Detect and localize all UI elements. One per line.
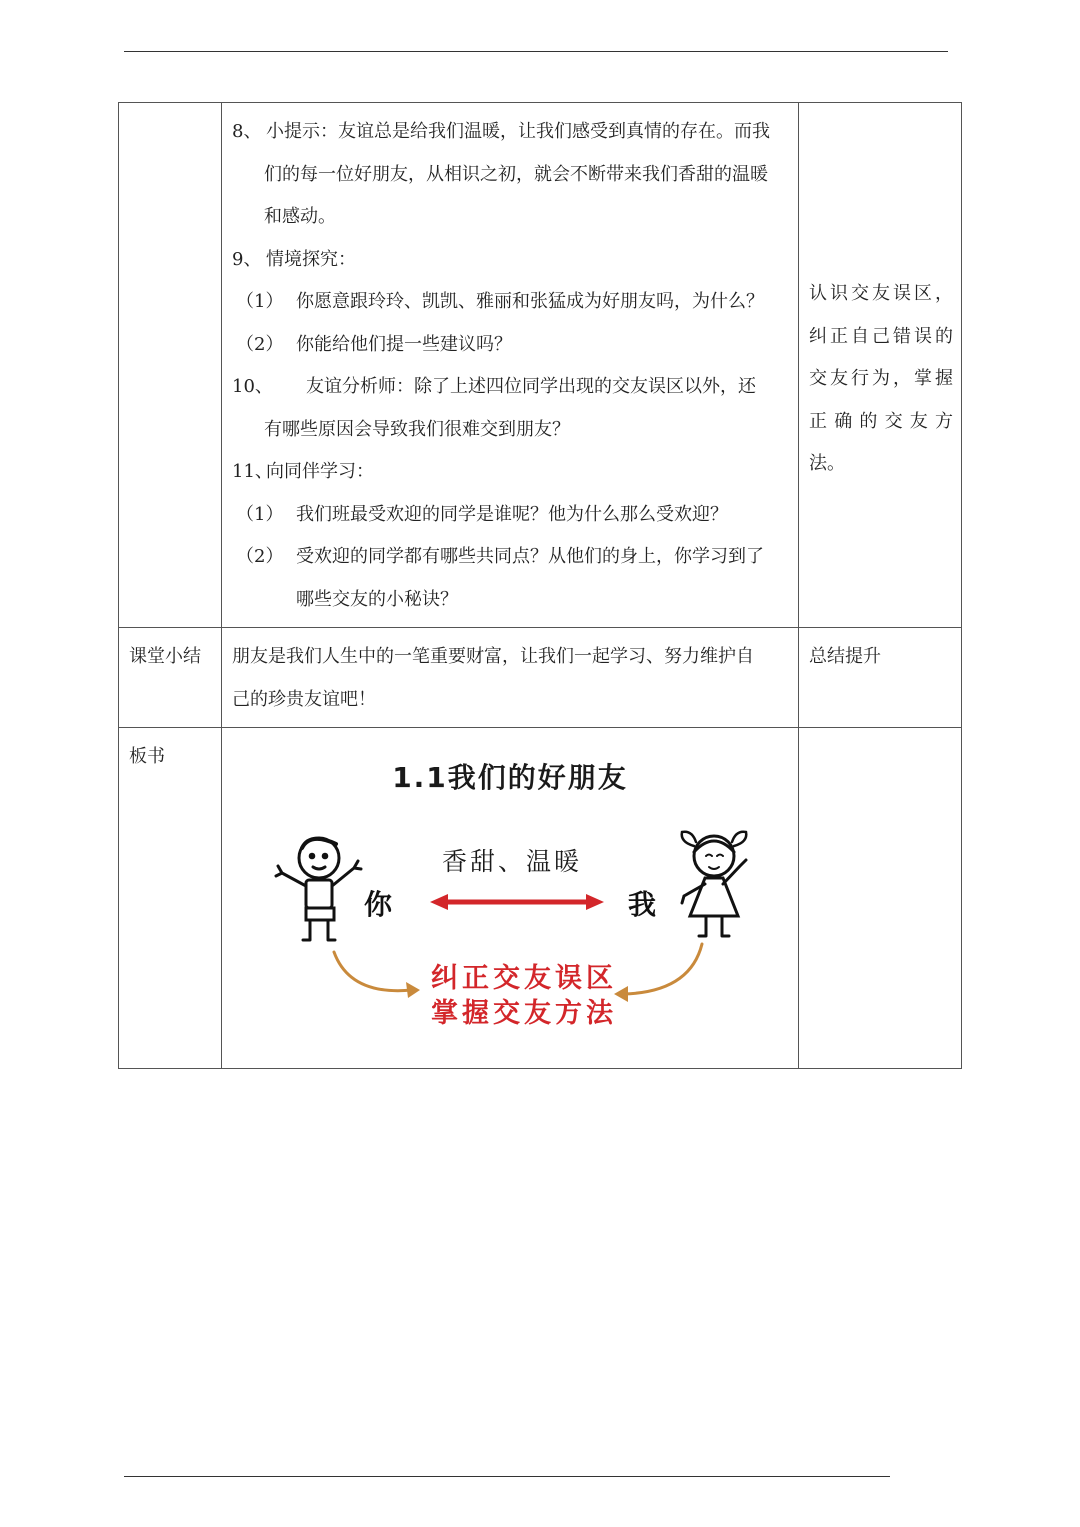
board-purpose-cell — [799, 728, 962, 1069]
activities-purpose-cell — [799, 103, 962, 628]
activity-9-q2: （2） 你能给他们提一些建议吗？ — [236, 333, 512, 355]
purpose-line-2: 纠正自己错误的 — [809, 325, 953, 347]
girl-figure-icon — [682, 832, 747, 936]
board-title: 1.1我们的好朋友 — [392, 761, 628, 794]
board-me-label: 我 — [628, 888, 657, 921]
header-rule — [124, 51, 948, 52]
board-content-cell — [222, 728, 799, 1069]
activity-8-line-3: 和感动。 — [264, 206, 336, 227]
summary-label-cell — [119, 628, 222, 728]
activities-content-cell — [222, 103, 799, 628]
activity-9-q1: （1） 你愿意跟玲玲、凯凯、雅丽和张猛成为好朋友吗，为什么？ — [236, 291, 764, 312]
summary-purpose-cell — [799, 628, 962, 728]
footer-rule — [124, 1476, 890, 1477]
activity-9-line: 9、 情境探究： — [232, 248, 356, 270]
summary-content-cell — [222, 628, 799, 728]
activities-label-cell — [119, 103, 222, 628]
activity-10-line-1: 10、 友谊分析师：除了上述四位同学出现的交友误区以外，还 — [232, 376, 756, 397]
double-arrow-icon — [430, 894, 604, 910]
activity-10-line-2: 有哪些原因会导致我们很难交到朋友？ — [264, 418, 570, 440]
activity-11-line: 11、向同伴学习： — [232, 461, 374, 482]
curved-arrow-left-icon — [334, 952, 420, 998]
board-label: 板书 — [129, 746, 165, 767]
activity-11-q2-line-2: 哪些交友的小秘诀？ — [296, 588, 458, 610]
curved-arrow-right-icon — [614, 944, 702, 1002]
activity-11-q2-line-1: （2） 受欢迎的同学都有哪些共同点？从他们的身上，你学习到了 — [236, 546, 764, 567]
lesson-plan-table — [118, 102, 962, 1069]
activity-8-line-2: 们的每一位好朋友，从相识之初，就会不断带来我们香甜的温暖 — [264, 163, 768, 185]
blackboard-diagram — [222, 728, 798, 1068]
purpose-line-4: 正 确 的 交 友 方 — [809, 410, 953, 432]
boy-figure-icon — [276, 838, 361, 940]
activity-11-q1: （1） 我们班最受欢迎的同学是谁呢？他为什么那么受欢迎？ — [236, 503, 728, 525]
activities-row — [119, 103, 962, 628]
board-red-line-2: 掌握交友方法 — [431, 998, 617, 1029]
summary-row — [119, 628, 962, 728]
purpose-line-1: 认识交友误区， — [809, 283, 953, 304]
board-row — [119, 728, 962, 1069]
activity-8-line-1: 8、 小提示：友谊总是给我们温暖，让我们感受到真情的存在。而我 — [232, 121, 770, 142]
board-subtitle: 香甜、温暖 — [442, 847, 583, 876]
summary-line-2: 己的珍贵友谊吧！ — [232, 688, 376, 710]
board-you-label: 你 — [364, 888, 393, 921]
board-red-line-1: 纠正交友误区 — [431, 963, 617, 994]
board-label-cell — [119, 728, 222, 1069]
purpose-line-5: 法。 — [809, 453, 845, 474]
purpose-line-3: 交友行为，掌握 — [809, 368, 953, 389]
summary-purpose: 总结提升 — [809, 646, 881, 667]
summary-line-1: 朋友是我们人生中的一笔重要财富，让我们一起学习、努力维护自 — [232, 646, 754, 667]
summary-label: 课堂小结 — [129, 646, 201, 667]
